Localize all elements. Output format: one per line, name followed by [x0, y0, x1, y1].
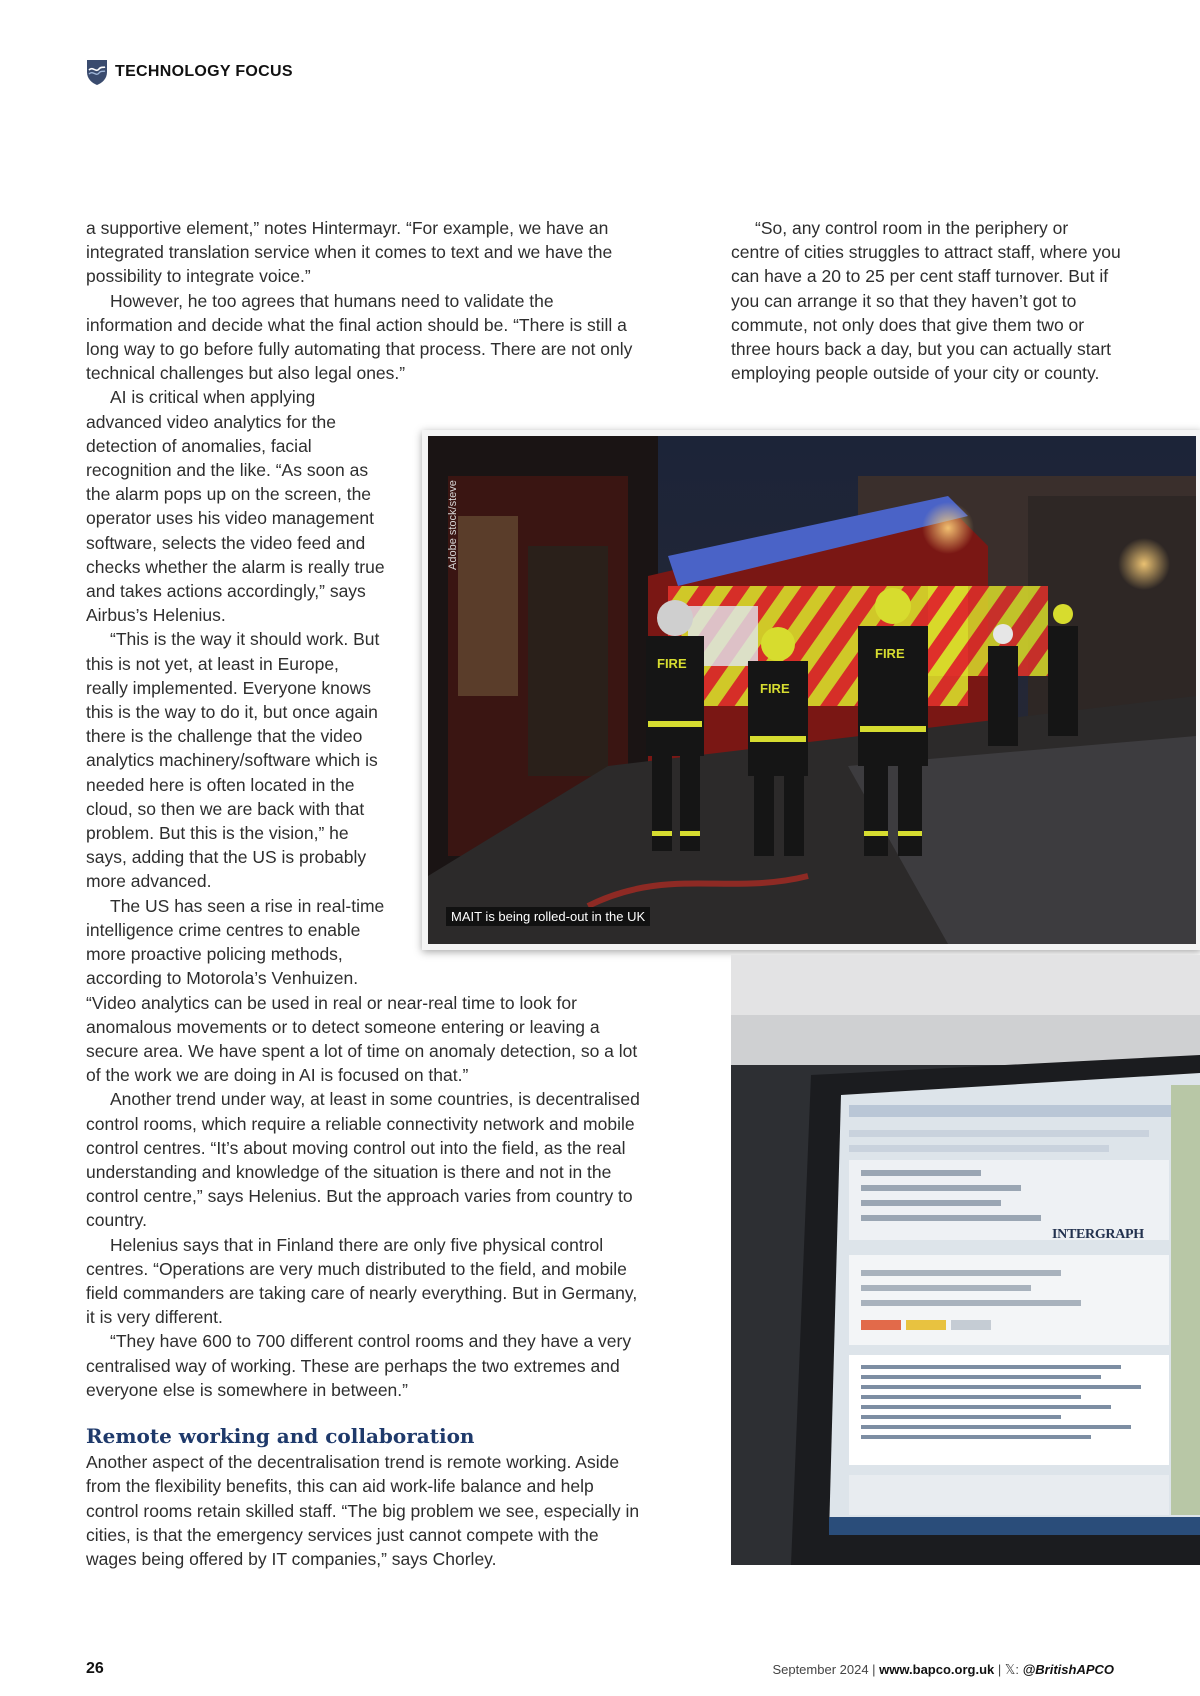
- footer-website[interactable]: www.bapco.org.uk: [879, 1662, 995, 1677]
- jacket-text-3: FIRE: [875, 646, 905, 661]
- photo-caption: MAIT is being rolled-out in the UK: [446, 907, 650, 926]
- jacket-text-2: FIRE: [760, 681, 790, 696]
- fire-scene-photo: [422, 430, 1200, 950]
- footer-handle[interactable]: @BritishAPCO: [1022, 1662, 1114, 1677]
- section-header: [85, 58, 293, 86]
- paragraph-3-text: AI is critical when applying advanced video analytics for the detection of anomalies, facial recognition and the like. “As soon as the alarm pops up on the screen, the operator uses his video management software, selects the video feed and checks whether the alarm is really true and takes actions accordingly,” says Airbus’s Helenius.: [86, 387, 385, 626]
- photo-credit: Adobe stock/steve: [447, 480, 459, 570]
- paragraph-9: Another aspect of the decentralisation trend is remote working. Aside from the flexibility benefits, this can aid work-life balance and help control rooms retain skilled staff. “The big problem we see, especially in cities, is that the emergency services just cannot compete with the wages being offered by IT companies,” says Chorley.: [86, 1452, 640, 1569]
- paragraph-7: Helenius says that in Finland there are only five physical control centres. “Operations are very much distributed to the field, and mobile field commanders are taking care of nearly everything. But in Germany, it is very different.: [86, 1234, 638, 1328]
- paragraph-6: Another trend under way, at least in some countries, is decentralised control rooms, which require a reliable connectivity network and mobile control centres. “It’s about moving control out into the field, as the real understanding and knowledge of the situation is there and not in the control centre,” says Helenius. But the approach varies from country to country.: [86, 1089, 640, 1231]
- intergraph-brand: INTERGRAPH: [1052, 1227, 1144, 1242]
- paragraph-4: “This is the way it should work. But this is not yet, at least in Europe, really implemented. Everyone knows this is the way to do it, but once again there is the challenge that the video analytics machinery/software which is needed here is often located in the cloud, so then we are back with that problem. But this is the vision,” he says, adding that the US is probably more advanced.: [86, 629, 380, 892]
- x-icon: 𝕏:: [1004, 1662, 1019, 1677]
- paragraph-1: a supportive element,” notes Hintermayr. “For example, we have an integrated translation service when it comes to text and we have the possibility to integrate voice.”: [86, 218, 613, 287]
- right-column: [731, 216, 1121, 385]
- footer-date: September 2024: [772, 1662, 869, 1677]
- paragraph-2: However, he too agrees that humans need to validate the information and decide what the final action should be. “There is still a long way to go before fully automating that process. There are not only technical challenges but also legal ones.”: [86, 290, 633, 384]
- right-paragraph: “So, any control room in the periphery or centre of cities struggles to attract staff, where you can have a 20 to 25 per cent staff turnover. But if you can arrange it so that they haven’t got to commute, not only does that give them two or three hours back a day, but you can actually start employing people outside of your city or county.: [731, 218, 1121, 384]
- jacket-text-1: FIRE: [657, 656, 687, 671]
- paragraph-5: The US has seen a rise in real-time intelligence crime centres to enable more proactive policing methods, according to Motorola’s Venhuizen. “Video analytics can be used in real or near-real time to look for anomalous movements or to detect someone entering or leaving a secure area. We have spent a lot of time on anomaly detection, so a lot of the work we are doing in AI is focused on that.”: [86, 895, 638, 1086]
- page-number: 26: [86, 1660, 104, 1677]
- subheading: Remote working and collaboration: [86, 1423, 475, 1448]
- bapco-logo-icon: [85, 58, 109, 86]
- section-label: TECHNOLOGY FOCUS: [115, 63, 293, 80]
- paragraph-8: “They have 600 to 700 different control rooms and they have a very centralised way of working. These are perhaps the two extremes and everyone else is somewhere in between.”: [86, 1331, 632, 1400]
- footer-info: September 2024 | www.bapco.org.uk | 𝕏: @BritishAPCO: [772, 1662, 1114, 1677]
- control-room-screen-photo: [731, 955, 1200, 1565]
